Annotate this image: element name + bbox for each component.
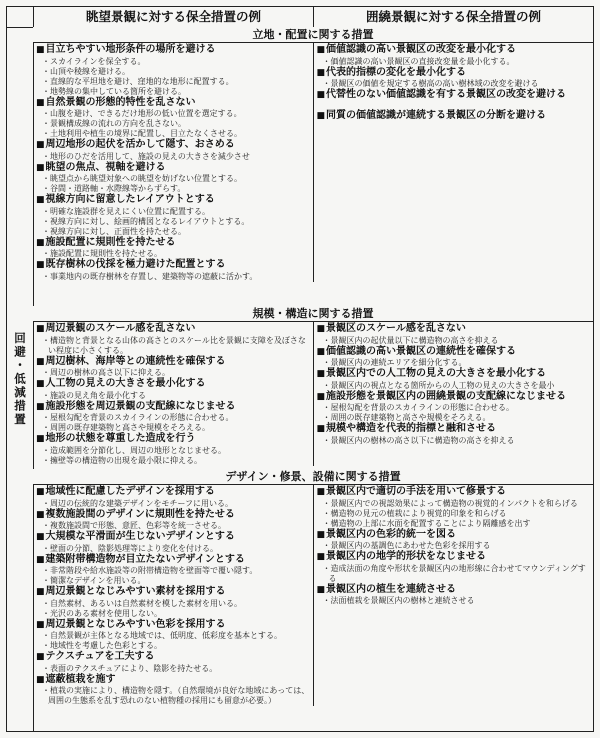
section-right-column xyxy=(313,322,594,466)
measure-detail: ・ 表面のテクスチュアにより、陰影を持たせる。 xyxy=(36,664,310,674)
measure-item xyxy=(317,391,591,424)
section-title: デザイン・修景、設備に関する措置 xyxy=(33,469,593,485)
measure-title: ■ 景観区内の色彩的統一を図る xyxy=(317,529,591,542)
measure-item xyxy=(36,323,310,356)
section-design xyxy=(33,469,593,733)
measure-detail: ・ 植栽の実施により、構造物を隠す。（自然環境が良好な地域にあっては、周囲の生態系を乱す恐れのない植物種の採用にも留意が必要。） xyxy=(36,686,310,706)
measure-item xyxy=(317,346,591,369)
measure-item xyxy=(36,509,310,532)
section-left-column xyxy=(33,322,313,466)
measure-detail: ・ 自然素材、あるいは自然素材を模した素材を用いる。 xyxy=(36,599,310,609)
measure-detail: ・ 造成法面の角度や形状を景観区内の地形線に合わせてマウンディングする xyxy=(317,564,591,584)
measure-title: ■ 景観区内の植生を連続させる xyxy=(317,584,591,597)
measure-detail: ・ 景観区内での視認効果によって構造物の視覚的インパクトを和らげる xyxy=(317,499,591,509)
measure-title: ■ 周辺景観のスケール感を乱さない xyxy=(36,323,310,336)
measure-title: ■ 施設形態を景観区内の囲繞景観の支配線になじませる xyxy=(317,391,591,404)
measure-detail: ・ 擁壁等の構造物の出現を最小限に抑える。 xyxy=(36,456,310,466)
measure-item xyxy=(36,356,310,379)
section-left-column xyxy=(33,43,313,282)
measure-detail: ・ 壁面の分節、陰影処理等により変化を付ける。 xyxy=(36,544,310,554)
measure-detail: ・ 周辺の樹林の高さ以下に抑える。 xyxy=(36,368,310,378)
measure-title: ■ 景観区内での人工物の見えの大きさを最小化する xyxy=(317,368,591,381)
measure-title: ■ 周辺樹林、海岸等との連続性を確保する xyxy=(36,356,310,369)
measure-title: ■ 景観区内の地学的形状をなじませる xyxy=(317,551,591,564)
measure-title: ■ 同質の価値認識が連続する景観区の分断を避ける xyxy=(317,110,591,123)
measure-detail: ・ 景観区内の起伏量以下に構造物の高さを抑える xyxy=(317,336,591,346)
section-scale-structure xyxy=(33,306,593,470)
measure-title: ■ 目立ちやすい地形条件の場所を避ける xyxy=(36,44,310,57)
measure-item xyxy=(317,584,591,607)
measure-detail: ・ 景観区内の連続エリアを細分化する。 xyxy=(317,358,591,368)
measure-item xyxy=(317,89,591,102)
section-right-column xyxy=(313,43,594,282)
measure-title: ■ 景観区内で適切の手法を用いて修景する xyxy=(317,486,591,499)
measure-detail: ・ 事業地内の既存樹林を存置し、建築物等の遮蔽に活かす。 xyxy=(36,272,310,282)
measure-title: ■ 規模や構造を代表的指標と融和させる xyxy=(317,423,591,436)
measure-detail: ・ 屋根勾配を背景のスカイラインの形態に合わせる。 xyxy=(317,403,591,413)
measure-title: ■ 建築附帯構造物が目立たないデザインとする xyxy=(36,554,310,567)
measure-item xyxy=(36,586,310,619)
measure-item xyxy=(317,551,591,584)
measure-item xyxy=(36,162,310,195)
measure-title: ■ 地形の状態を尊重した造成を行う xyxy=(36,433,310,446)
measure-item xyxy=(36,619,310,652)
measure-item xyxy=(36,378,310,401)
measure-title: ■ 価値認識の高い景観区の連続性を確保する xyxy=(317,346,591,359)
measure-detail: ・ 眺望点から眺望対象への眺望を妨げない位置とする。 xyxy=(36,174,310,184)
measure-detail: ・ 自然景観が主体となる地域では、低明度、低彩度を基本とする。 xyxy=(36,631,310,641)
measure-title: ■ テクスチュアを工夫する xyxy=(36,651,310,664)
measure-item xyxy=(36,259,310,282)
measure-title: ■ 施設配置に規則性を持たせる xyxy=(36,237,310,250)
measure-item xyxy=(36,554,310,587)
measure-item xyxy=(317,323,591,346)
measure-item xyxy=(36,401,310,434)
measure-title: ■ 周辺景観となじみやすい素材を採用する xyxy=(36,586,310,599)
measures-table xyxy=(6,6,594,732)
measure-title: ■ 周辺景観となじみやすい色彩を採用する xyxy=(36,619,310,632)
measure-title: ■ 人工物の見えの大きさを最小化する xyxy=(36,378,310,391)
measure-detail: ・ 法面植栽を景観区内の樹林と連続させる xyxy=(317,596,591,606)
measure-detail: ・ 景観構成線の流れの方向を乱さない。 xyxy=(36,119,310,129)
measure-item xyxy=(317,110,591,123)
measure-title: ■ 眺望の焦点、視軸を避ける xyxy=(36,162,310,175)
measure-title: ■ 周辺地形の起伏を活かして隠す、おさめる xyxy=(36,139,310,152)
measure-detail: ・ 周囲の既存建築物と高さや規模をそろえる。 xyxy=(317,413,591,423)
measure-detail: ・ 明確な施設群を見えにくい位置に配置する。 xyxy=(36,207,310,217)
measure-detail: ・ 山腹を避け、できるだけ地形の低い位置を選定する。 xyxy=(36,109,310,119)
measure-item xyxy=(317,486,591,529)
measure-detail: ・ 非常階段や給水施設等の附帯構造物を壁面等で覆い隠す。 xyxy=(36,566,310,576)
vertical-label-text: 回避・低減措置 xyxy=(13,331,27,427)
measure-item xyxy=(36,651,310,674)
measure-title: ■ 複数施設間のデザインに規則性を持たせる xyxy=(36,509,310,522)
measure-item xyxy=(317,67,591,90)
vertical-category-label xyxy=(7,27,34,731)
measure-detail: ・ 簡潔なデザインを用いる。 xyxy=(36,576,310,586)
measure-detail: ・ 地域性を考慮した色彩とする。 xyxy=(36,641,310,651)
measure-item xyxy=(36,237,310,260)
measure-detail: ・ 直線的な平坦地を避け、窪地的な地形に配置する。 xyxy=(36,77,310,87)
section-siting xyxy=(33,27,593,307)
measure-item xyxy=(36,44,310,97)
measure-title: ■ 施設形態を周辺景観の支配線になじませる xyxy=(36,401,310,414)
measure-title: ■ 地域性に配慮したデザインを採用する xyxy=(36,486,310,499)
header-vista-landscape: 眺望景観に対する保全措置の例 xyxy=(85,9,261,24)
measure-detail: ・ 周囲の既存建築物と高さや規模をそろえる。 xyxy=(36,423,310,433)
measure-title: ■ 既存樹林の伐採を極力避けた配置とする xyxy=(36,259,310,272)
header-corner xyxy=(7,7,34,27)
section-title: 立地・配置に関する措置 xyxy=(33,27,593,43)
measure-detail: ・ 価値認識の高い景観区の直接改変量を最小化する。 xyxy=(317,57,591,67)
measure-detail: ・ 視線方向に対し、絵画的構図となるレイアウトとする。 xyxy=(36,217,310,227)
spacer xyxy=(317,102,591,110)
measure-detail: ・ 屋根勾配を背景のスカイラインの形態に合わせる。 xyxy=(36,413,310,423)
measure-detail: ・ 山頂や稜線を避ける。 xyxy=(36,67,310,77)
measure-item xyxy=(36,674,310,707)
measure-title: ■ 代表的指標の変化を最小化する xyxy=(317,67,591,80)
measure-item xyxy=(36,97,310,140)
measure-title: ■ 代替性のない価値認識を有する景観区の改変を避ける xyxy=(317,89,591,102)
measure-detail: ・ 施設の見え角を最小化する xyxy=(36,391,310,401)
measure-title: ■ 景観区のスケール感を乱さない xyxy=(317,323,591,336)
measure-detail: ・ 景観区内の基調色にあわせた色彩を採用する xyxy=(317,541,591,551)
measure-item xyxy=(317,368,591,391)
measure-title: ■ 価値認識の高い景観区の改変を最小化する xyxy=(317,44,591,57)
measure-detail: ・ 光沢のある素材を使用しない。 xyxy=(36,609,310,619)
measure-title: ■ 遮蔽植栽を施す xyxy=(36,674,310,687)
measure-detail: ・ 視線方向に対し、正面性を持たせる。 xyxy=(36,227,310,237)
measure-detail: ・ 周辺の伝統的な建築デザインをモチーフに用いる。 xyxy=(36,499,310,509)
measure-item xyxy=(36,531,310,554)
measure-detail: ・ 地形のひだを活用して、施設の見えの大きさを減少させ xyxy=(36,152,310,162)
header-surrounding-landscape: 囲繞景観に対する保全措置の例 xyxy=(313,7,593,27)
measure-detail: ・ 構造物と背景となる山体の高さとのスケール比を景観に支障を及ぼさない程度に小さくする。 xyxy=(36,336,310,356)
measure-title: ■ 大規模な平滑面が生じないデザインとする xyxy=(36,531,310,544)
measure-detail: ・ 構造物の見元の植栽により視覚的印象を和らげる xyxy=(317,509,591,519)
measure-detail: ・ 景観区内の樹林の高さ以下に構造物の高さを抑える xyxy=(317,436,591,446)
measure-item xyxy=(36,139,310,162)
measure-item xyxy=(36,486,310,509)
measure-item xyxy=(317,529,591,552)
measure-detail: ・ 土地利用や植生の境界に配置し、目立たなくさせる。 xyxy=(36,129,310,139)
measure-detail: ・ 谷間・道路軸・水際線等からずらす。 xyxy=(36,184,310,194)
measure-item xyxy=(317,44,591,67)
measure-detail: ・ 造成範囲を分節化し、周辺の地形となじませる。 xyxy=(36,446,310,456)
measure-detail: ・ 景観区内の視点となる箇所からの人工物の見えの大きさを最小 xyxy=(317,381,591,391)
measure-detail: ・ 施設配置に規則性を持たせる。 xyxy=(36,249,310,259)
measure-detail: ・ 構造物の上部に水面を配置することにより隔離感を出す xyxy=(317,519,591,529)
measure-title: ■ 自然景観の形態的特性を乱さない xyxy=(36,97,310,110)
section-title: 規模・構造に関する措置 xyxy=(33,306,593,322)
section-right-column xyxy=(313,485,594,706)
section-left-column xyxy=(33,485,313,706)
measure-detail: ・ スカイラインを保全する。 xyxy=(36,57,310,67)
measure-detail: ・ 景観区の価値を規定する樹高の高い樹林域の改変を避ける xyxy=(317,79,591,89)
measure-title: ■ 視線方向に留意したレイアウトとする xyxy=(36,194,310,207)
measure-item xyxy=(36,433,310,466)
table-header xyxy=(7,7,593,28)
measure-item xyxy=(317,423,591,446)
measure-detail: ・ 複数施設間で形態、意匠、色彩等を統一させる。 xyxy=(36,521,310,531)
measure-detail: ・ 地勢線の集中している箇所を避ける。 xyxy=(36,87,310,97)
measure-item xyxy=(36,194,310,237)
